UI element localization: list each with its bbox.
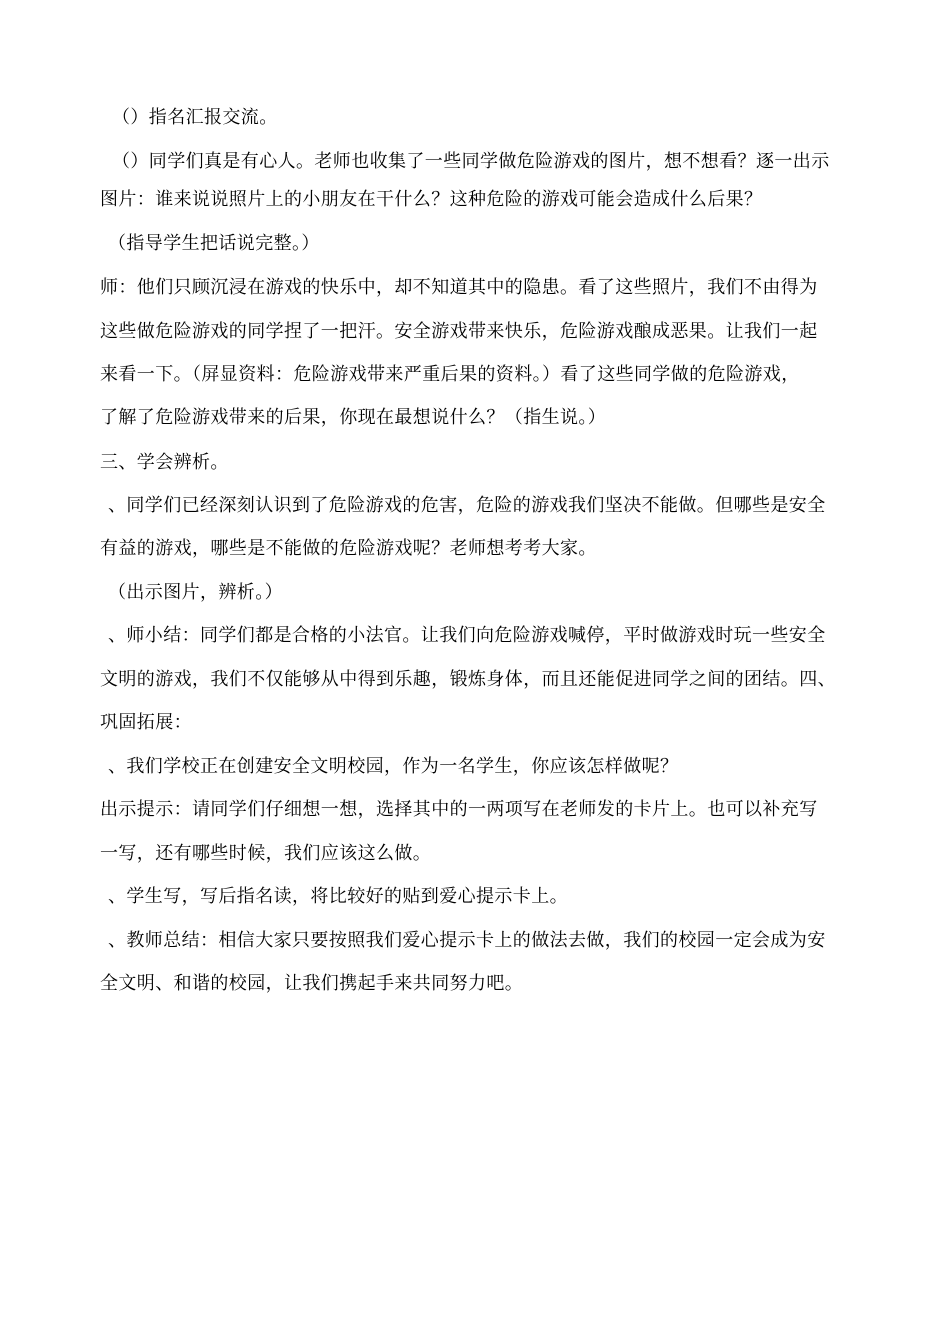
paragraph-line: 这些做危险游戏的同学捏了一把汗。安全游戏带来快乐，危险游戏酿成恶果。让我们一起	[100, 321, 818, 342]
paragraph-line: （）同学们真是有心人。老师也收集了一些同学做危险游戏的图片，想不想看？逐一出示	[112, 151, 830, 172]
paragraph-line: 、我们学校正在创建安全文明校园，作为一名学生，你应该怎样做呢？	[108, 756, 679, 777]
paragraph-line: 、教师总结：相信大家只要按照我们爱心提示卡上的做法去做，我们的校园一定会成为安	[108, 930, 826, 951]
paragraph-line: 文明的游戏，我们不仅能够从中得到乐趣，锻炼身体，而且还能促进同学之间的团结。四、	[100, 669, 836, 690]
paragraph-line: 、同学们已经深刻认识到了危险游戏的危害，危险的游戏我们坚决不能做。但哪些是安全	[108, 495, 826, 516]
paragraph-line: 出示提示：请同学们仔细想一想，选择其中的一两项写在老师发的卡片上。也可以补充写	[100, 799, 818, 820]
section-heading: 三、学会辨析。	[100, 452, 229, 473]
paragraph-line: 全文明、和谐的校园，让我们携起手来共同努力吧。	[100, 973, 524, 994]
paragraph-line: 巩固拓展：	[100, 712, 192, 733]
paragraph-line: 来看一下。（屏显资料：危险游戏带来严重后果的资料。）看了这些同学做的危险游戏，	[100, 364, 800, 385]
paragraph-line: 、师小结：同学们都是合格的小法官。让我们向危险游戏喊停，平时做游戏时玩一些安全	[108, 625, 826, 646]
paragraph-line: 一写，还有哪些时候，我们应该这么做。	[100, 843, 432, 864]
paragraph-line: （出示图片，辨析。）	[108, 582, 283, 603]
paragraph-line: 图片：谁来说说照片上的小朋友在干什么？这种危险的游戏可能会造成什么后果？	[100, 189, 763, 210]
paragraph-line: （）指名汇报交流。	[112, 107, 278, 128]
paragraph-line: 了解了危险游戏带来的后果，你现在最想说什么？（指生说。）	[100, 407, 607, 428]
paragraph-line: 、学生写，写后指名读，将比较好的贴到爱心提示卡上。	[108, 886, 568, 907]
paragraph-line: 有益的游戏，哪些是不能做的危险游戏呢？老师想考考大家。	[100, 538, 597, 559]
paragraph-line: （指导学生把话说完整。）	[108, 233, 320, 254]
paragraph-line: 师：他们只顾沉浸在游戏的快乐中，却不知道其中的隐患。看了这些照片，我们不由得为	[100, 277, 818, 298]
